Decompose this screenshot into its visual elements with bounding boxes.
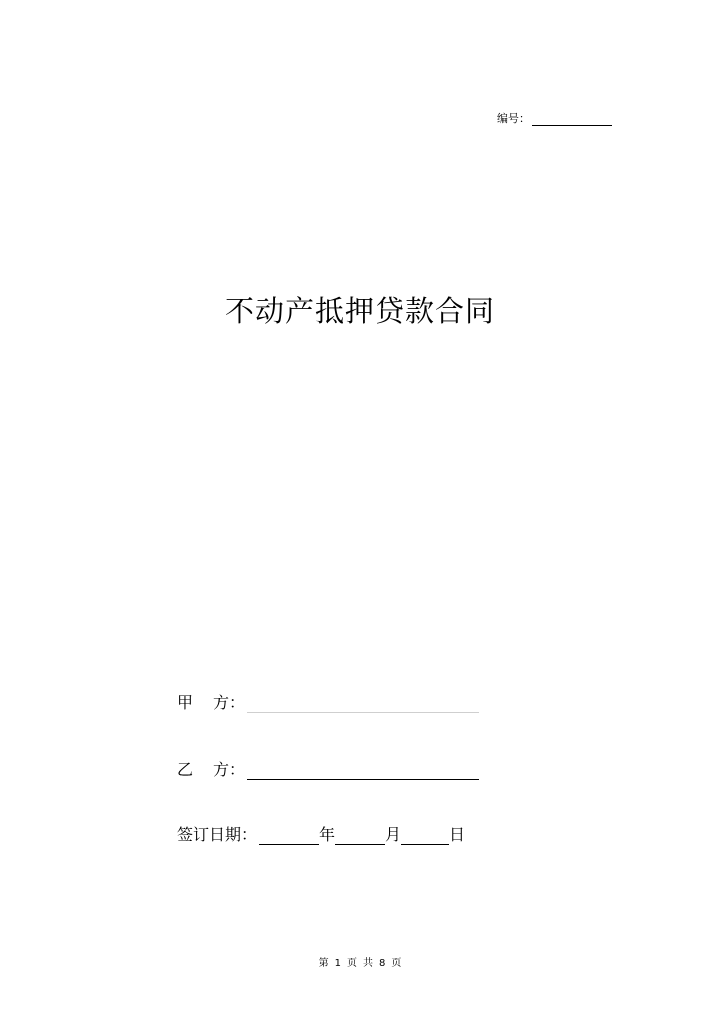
footer-current-page: 1 [334,958,341,969]
signing-year-blank[interactable] [259,828,319,845]
footer-page-word: 页 [347,958,357,969]
party-b-blank[interactable] [247,763,479,780]
party-a-label-suffix: 方： [213,693,246,712]
page-footer [0,954,720,969]
signing-month-label: 月 [385,825,402,844]
party-a-row [177,690,479,713]
document-title: 不动产抵押贷款合同 [224,294,495,328]
contract-number-blank[interactable] [532,113,612,126]
footer-total-word: 共 [363,958,373,969]
party-a-blank[interactable] [247,696,479,713]
party-a-label-char: 甲 [177,693,194,712]
footer-prefix: 第 [318,958,329,969]
signing-date-label: 签订日期： [177,825,258,844]
signing-year-label: 年 [319,825,336,844]
contract-number-field [497,110,612,126]
signing-date-row [177,822,465,845]
footer-total-pages: 8 [379,958,386,969]
party-b-row [177,757,479,780]
signing-month-blank[interactable] [335,828,385,845]
signing-day-label: 日 [449,825,466,844]
party-b-label-char: 乙 [177,760,194,779]
signing-day-blank[interactable] [401,828,449,845]
contract-number-label: 编号： [497,112,530,125]
party-b-label-suffix: 方： [213,760,246,779]
footer-suffix: 页 [391,958,402,969]
